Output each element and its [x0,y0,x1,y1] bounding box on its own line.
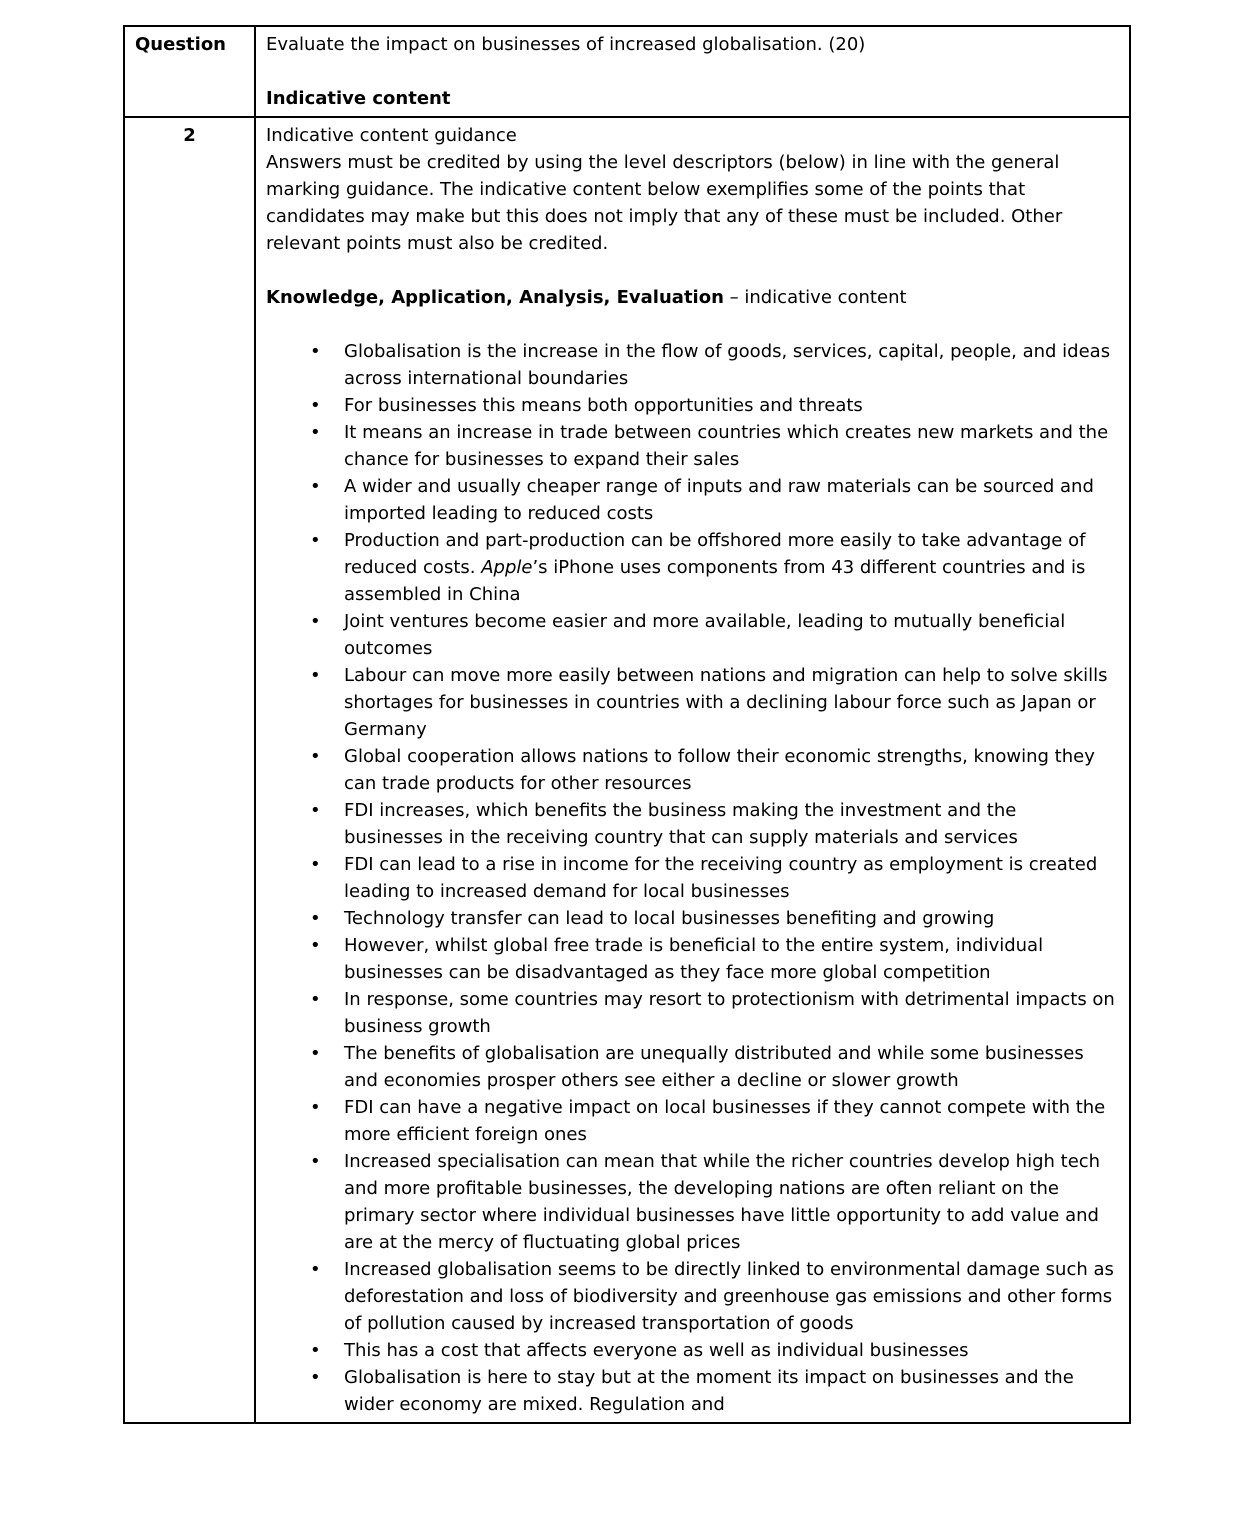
indicative-content-label: Indicative content [266,88,451,109]
bullet-item: • The benefits of globalisation are unequally distributed and while some businesses and economies prosper others see either a decline or slower growth [266,1040,1119,1094]
section-heading-rest: – indicative content [723,287,907,308]
bullet-item: • Global cooperation allows nations to follow their economic strengths, knowing they can trade products for other resources [266,743,1119,797]
header-row [124,26,1130,117]
bullet-item: • FDI increases, which benefits the business making the investment and the businesses in the receiving country that can supply materials and services [266,797,1119,851]
question-label-cell [124,26,255,117]
bullet-item: • Production and part-production can be offshored more easily to take advantage of reduced costs. Apple’s iPhone uses components from 43 different countries and is assembled in China [266,527,1119,608]
bullet-item: • In response, some countries may resort to protectionism with detrimental impacts on business growth [266,986,1119,1040]
bullet-item: • Globalisation is the increase in the flow of goods, services, capital, people, and ideas across international boundaries [266,338,1119,392]
bullet-item: • Increased specialisation can mean that while the richer countries develop high tech and more profitable businesses, the developing nations are often reliant on the primary sector where individual businesses have little opportunity to add value and are at the mercy of fluctuating global prices [266,1148,1119,1256]
bullet-item: • Globalisation is here to stay but at the moment its impact on businesses and the wider economy are mixed. Regulation and [266,1364,1119,1418]
bullet-item: • Joint ventures become easier and more available, leading to mutually beneficial outcomes [266,608,1119,662]
bullet-item: • FDI can have a negative impact on local businesses if they cannot compete with the more efficient foreign ones [266,1094,1119,1148]
bullet-item: • However, whilst global free trade is beneficial to the entire system, individual businesses can be disadvantaged as they face more global competition [266,932,1119,986]
section-heading-bold: Knowledge, Application, Analysis, Evaluation [266,287,724,308]
indicative-bullet-list [266,338,1119,1418]
bullet-item: • Labour can move more easily between nations and migration can help to solve skills shortages for businesses in countries with a declining labour force such as Japan or Germany [266,662,1119,743]
question-text: Evaluate the impact on businesses of increased globalisation. (20) [266,34,866,55]
question-label: Question [135,34,226,55]
section-heading [266,284,1119,311]
question-text-cell [255,26,1130,117]
guidance-text: Answers must be credited by using the level descriptors (below) in line with the general marking guidance. The indicative content below exemplifies some of the points that candidates may make but this does not imply that any of these must be included. Other relevant points must also be credited. [266,152,1063,254]
bullet-item: • For businesses this means both opportunities and threats [266,392,1119,419]
bullet-item: • This has a cost that affects everyone as well as individual businesses [266,1337,1119,1364]
question-number-cell [124,117,255,1423]
bullet-item: • Increased globalisation seems to be directly linked to environmental damage such as deforestation and loss of biodiversity and greenhouse gas emissions and other forms of pollution caused by increased transportation of goods [266,1256,1119,1337]
guidance-title: Indicative content guidance [266,125,517,146]
mark-scheme-table [123,25,1131,1424]
bullet-item: • Technology transfer can lead to local businesses benefiting and growing [266,905,1119,932]
bullet-item: • A wider and usually cheaper range of inputs and raw materials can be sourced and imported leading to reduced costs [266,473,1119,527]
answer-row [124,117,1130,1423]
question-number: 2 [183,125,196,146]
indicative-content-cell [255,117,1130,1423]
bullet-item: • It means an increase in trade between countries which creates new markets and the chance for businesses to expand their sales [266,419,1119,473]
bullet-item: • FDI can lead to a rise in income for the receiving country as employment is created leading to increased demand for local businesses [266,851,1119,905]
